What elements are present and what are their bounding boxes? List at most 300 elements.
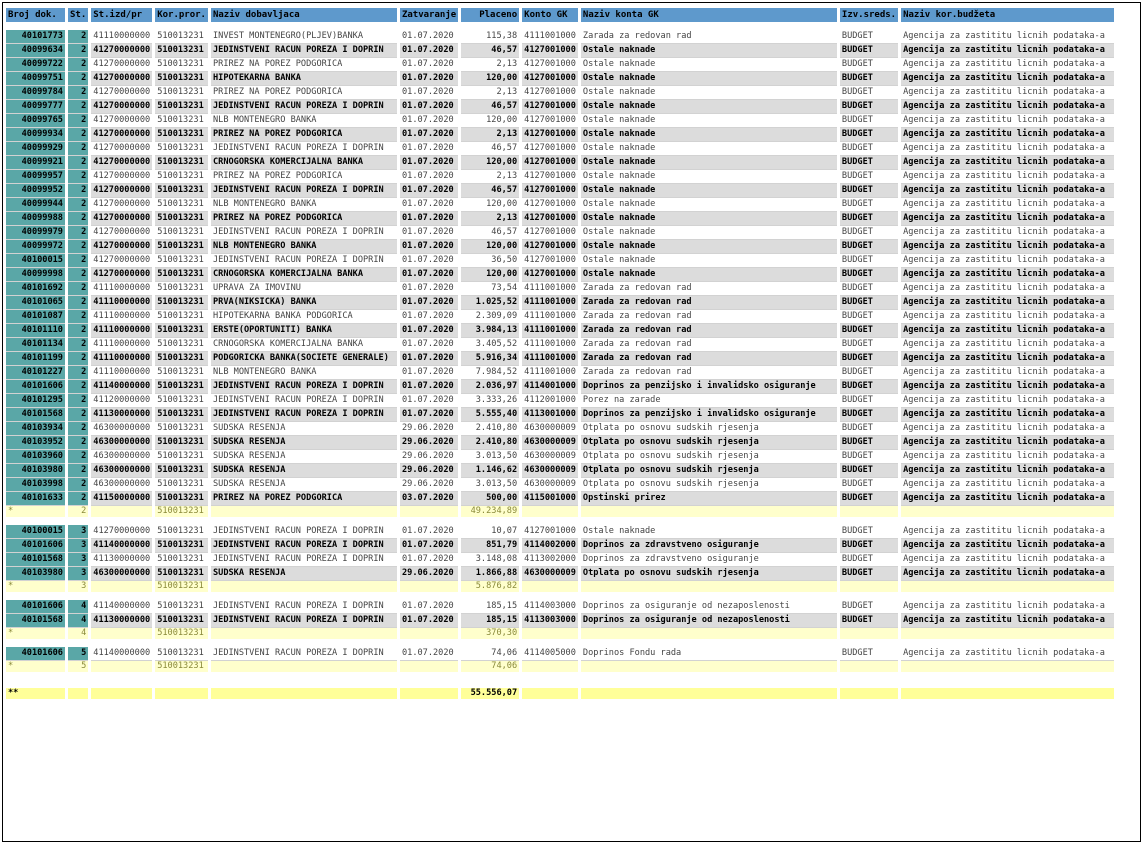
st-cell: 2 [68, 86, 88, 100]
subtotal-empty [211, 581, 397, 592]
spacer-row [6, 517, 1114, 525]
table-row[interactable] [6, 492, 1114, 506]
doc-cell: 40099998 [6, 268, 65, 282]
amount-cell: 2.410,80 [461, 422, 519, 436]
izd-cell: 41140000000 [91, 600, 152, 614]
st-cell: 4 [68, 614, 88, 628]
spacer-cell [68, 672, 88, 680]
table-body [6, 22, 1114, 699]
table-row[interactable] [6, 114, 1114, 128]
konto-name-cell: Zarada za redovan rad [581, 338, 837, 352]
supplier-cell: JEDINSTVENI RACUN POREZA I DOPRIN [211, 408, 397, 422]
budget-name-cell: Agencija za zastititu licnih podataka-a [901, 614, 1114, 628]
table-row[interactable] [6, 86, 1114, 100]
spacer-cell [211, 680, 397, 688]
budget-name-cell: Agencija za zastititu licnih podataka-a [901, 450, 1114, 464]
supplier-cell: PRIREZ NA POREZ PODGORICA [211, 170, 397, 184]
table-row[interactable] [6, 338, 1114, 352]
table-row[interactable] [6, 567, 1114, 581]
st-cell: 2 [68, 44, 88, 58]
doc-cell: 40099944 [6, 198, 65, 212]
table-row[interactable] [6, 268, 1114, 282]
table-row[interactable] [6, 142, 1114, 156]
supplier-cell: JEDINSTVENI RACUN POREZA I DOPRIN [211, 184, 397, 198]
budget-name-cell: Agencija za zastititu licnih podataka-a [901, 422, 1114, 436]
doc-cell: 40099765 [6, 114, 65, 128]
izd-cell: 41270000000 [91, 170, 152, 184]
st-cell: 2 [68, 366, 88, 380]
subtotal-amount: 74,06 [461, 661, 519, 672]
amount-cell: 3.013,50 [461, 450, 519, 464]
date-cell: 01.07.2020 [400, 310, 458, 324]
spacer-cell [68, 592, 88, 600]
kor-cell: 510013231 [155, 184, 208, 198]
spacer-cell [68, 22, 88, 30]
budget-name-cell: Agencija za zastititu licnih podataka-a [901, 156, 1114, 170]
budget-name-cell: Agencija za zastititu licnih podataka-a [901, 86, 1114, 100]
amount-cell: 5.555,40 [461, 408, 519, 422]
konto-name-cell: Ostale naknade [581, 100, 837, 114]
kor-cell: 510013231 [155, 310, 208, 324]
st-cell: 2 [68, 324, 88, 338]
subtotal-empty [91, 506, 152, 517]
spacer-cell [901, 672, 1114, 680]
konto-cell: 4127001000 [522, 525, 578, 539]
source-cell: BUDGET [840, 296, 898, 310]
table-row[interactable] [6, 44, 1114, 58]
col-header-konto-gk: Konto GK [522, 8, 578, 22]
supplier-cell: PODGORICKA BANKA(SOCIETE GENERALE) [211, 352, 397, 366]
st-cell: 2 [68, 436, 88, 450]
budget-name-cell: Agencija za zastititu licnih podataka-a [901, 647, 1114, 661]
konto-name-cell: Ostale naknade [581, 128, 837, 142]
table-row[interactable] [6, 310, 1114, 324]
source-cell: BUDGET [840, 478, 898, 492]
source-cell: BUDGET [840, 310, 898, 324]
subtotal-empty [581, 506, 837, 517]
source-cell: BUDGET [840, 539, 898, 553]
spacer-cell [155, 517, 208, 525]
doc-cell: 40103998 [6, 478, 65, 492]
payments-table [3, 8, 1117, 699]
amount-cell: 74,06 [461, 647, 519, 661]
izd-cell: 46300000000 [91, 464, 152, 478]
supplier-cell: JEDINSTVENI RACUN POREZA I DOPRIN [211, 647, 397, 661]
spacer-cell [155, 672, 208, 680]
izd-cell: 41110000000 [91, 366, 152, 380]
spacer-cell [461, 517, 519, 525]
amount-cell: 46,57 [461, 100, 519, 114]
table-row[interactable] [6, 72, 1114, 86]
konto-name-cell: Zarada za redovan rad [581, 352, 837, 366]
st-cell: 2 [68, 394, 88, 408]
table-row[interactable] [6, 366, 1114, 380]
date-cell: 01.07.2020 [400, 282, 458, 296]
st-cell: 3 [68, 553, 88, 567]
subtotal-amount: 49.234,89 [461, 506, 519, 517]
kor-cell: 510013231 [155, 324, 208, 338]
table-row[interactable] [6, 380, 1114, 394]
supplier-cell: JEDINSTVENI RACUN POREZA I DOPRIN [211, 614, 397, 628]
table-row[interactable] [6, 647, 1114, 661]
subtotal-st: 2 [68, 506, 88, 517]
kor-cell: 510013231 [155, 614, 208, 628]
st-cell: 2 [68, 282, 88, 296]
doc-cell: 40099751 [6, 72, 65, 86]
st-cell: 2 [68, 58, 88, 72]
amount-cell: 120,00 [461, 268, 519, 282]
doc-cell: 40100015 [6, 254, 65, 268]
table-row[interactable] [6, 394, 1114, 408]
kor-cell: 510013231 [155, 128, 208, 142]
doc-cell: 40099722 [6, 58, 65, 72]
konto-name-cell: Doprinos za penzijsko i invalidsko osiguranje [581, 408, 837, 422]
subtotal-empty [901, 661, 1114, 672]
budget-name-cell: Agencija za zastititu licnih podataka-a [901, 464, 1114, 478]
konto-name-cell: Opstinski prirez [581, 492, 837, 506]
konto-cell: 4113003000 [522, 614, 578, 628]
spacer-cell [211, 22, 397, 30]
table-row[interactable] [6, 58, 1114, 72]
izd-cell: 41130000000 [91, 408, 152, 422]
izd-cell: 46300000000 [91, 450, 152, 464]
izd-cell: 41110000000 [91, 352, 152, 366]
table-row[interactable] [6, 422, 1114, 436]
table-row[interactable] [6, 156, 1114, 170]
konto-name-cell: Doprinos Fondu rada [581, 647, 837, 661]
table-row[interactable] [6, 296, 1114, 310]
st-cell: 2 [68, 352, 88, 366]
col-header-naziv-konta-gk: Naziv konta GK [581, 8, 837, 22]
izd-cell: 41110000000 [91, 296, 152, 310]
subtotal-empty [840, 506, 898, 517]
source-cell: BUDGET [840, 408, 898, 422]
budget-name-cell: Agencija za zastititu licnih podataka-a [901, 58, 1114, 72]
amount-cell: 2,13 [461, 86, 519, 100]
st-cell: 2 [68, 296, 88, 310]
subtotal-st: 3 [68, 581, 88, 592]
col-header-kor-pror: Kor.pror. [157, 10, 206, 20]
table-row[interactable] [6, 450, 1114, 464]
table-row[interactable] [6, 600, 1114, 614]
izd-cell: 41270000000 [91, 254, 152, 268]
source-cell: BUDGET [840, 324, 898, 338]
konto-cell: 4112001000 [522, 394, 578, 408]
source-cell: BUDGET [840, 614, 898, 628]
date-cell: 01.07.2020 [400, 352, 458, 366]
col-header-st-izd-pr: St.izd/pr [91, 8, 152, 22]
konto-cell: 4111001000 [522, 30, 578, 44]
konto-cell: 4127001000 [522, 128, 578, 142]
spacer-cell [461, 639, 519, 647]
konto-cell: 4630000009 [522, 436, 578, 450]
spacer-cell [840, 517, 898, 525]
source-cell: BUDGET [840, 184, 898, 198]
konto-cell: 4127001000 [522, 226, 578, 240]
spacer-row [6, 672, 1114, 680]
date-cell: 01.07.2020 [400, 128, 458, 142]
table-row[interactable] [6, 170, 1114, 184]
table-row[interactable] [6, 184, 1114, 198]
doc-cell: 40101606 [6, 600, 65, 614]
spacer-cell [901, 592, 1114, 600]
spacer-cell [522, 672, 578, 680]
subtotal-empty [840, 628, 898, 639]
amount-cell: 2,13 [461, 58, 519, 72]
date-cell: 01.07.2020 [400, 338, 458, 352]
supplier-cell: SUDSKA RESENJA [211, 567, 397, 581]
date-cell: 01.07.2020 [400, 614, 458, 628]
konto-name-cell: Zarada za redovan rad [581, 282, 837, 296]
kor-cell: 510013231 [155, 436, 208, 450]
subtotal-row [6, 581, 1114, 592]
date-cell: 01.07.2020 [400, 408, 458, 422]
budget-name-cell: Agencija za zastititu licnih podataka-a [901, 44, 1114, 58]
konto-cell: 4111001000 [522, 310, 578, 324]
table-row[interactable] [6, 614, 1114, 628]
spacer-cell [581, 639, 837, 647]
supplier-cell: JEDINSTVENI RACUN POREZA I DOPRIN [211, 142, 397, 156]
table-row[interactable] [6, 198, 1114, 212]
spacer-cell [581, 592, 837, 600]
doc-cell: 40101773 [6, 30, 65, 44]
grand-total-row [6, 688, 1114, 699]
izd-cell: 41270000000 [91, 100, 152, 114]
supplier-cell: SUDSKA RESENJA [211, 464, 397, 478]
konto-name-cell: Zarada za redovan rad [581, 310, 837, 324]
spacer-cell [155, 639, 208, 647]
amount-cell: 185,15 [461, 614, 519, 628]
konto-name-cell: Ostale naknade [581, 114, 837, 128]
table-row[interactable] [6, 30, 1114, 44]
st-cell: 3 [68, 525, 88, 539]
st-cell: 2 [68, 450, 88, 464]
source-cell: BUDGET [840, 114, 898, 128]
budget-name-cell: Agencija za zastititu licnih podataka-a [901, 296, 1114, 310]
table-row[interactable] [6, 100, 1114, 114]
budget-name-cell: Agencija za zastititu licnih podataka-a [901, 72, 1114, 86]
amount-cell: 73,54 [461, 282, 519, 296]
izd-cell: 41140000000 [91, 380, 152, 394]
spacer-cell [461, 672, 519, 680]
doc-cell: 40099777 [6, 100, 65, 114]
kor-cell: 510013231 [155, 226, 208, 240]
amount-cell: 46,57 [461, 184, 519, 198]
amount-cell: 185,15 [461, 600, 519, 614]
amount-cell: 2.309,09 [461, 310, 519, 324]
table-row[interactable] [6, 212, 1114, 226]
spacer-cell [91, 680, 152, 688]
table-row[interactable] [6, 324, 1114, 338]
konto-cell: 4111001000 [522, 324, 578, 338]
konto-cell: 4111001000 [522, 366, 578, 380]
kor-cell: 510013231 [155, 450, 208, 464]
amount-cell: 1.146,62 [461, 464, 519, 478]
supplier-cell: JEDINSTVENI RACUN POREZA I DOPRIN [211, 254, 397, 268]
date-cell: 01.07.2020 [400, 58, 458, 72]
table-row[interactable] [6, 539, 1114, 553]
table-row[interactable] [6, 226, 1114, 240]
konto-cell: 4127001000 [522, 100, 578, 114]
date-cell: 01.07.2020 [400, 86, 458, 100]
spacer-cell [840, 672, 898, 680]
spacer-cell [461, 592, 519, 600]
spacer-row [6, 680, 1114, 688]
header-row [6, 8, 1114, 22]
table-row[interactable] [6, 464, 1114, 478]
supplier-cell: JEDINSTVENI RACUN POREZA I DOPRIN [211, 539, 397, 553]
budget-name-cell: Agencija za zastititu licnih podataka-a [901, 324, 1114, 338]
table-row[interactable] [6, 240, 1114, 254]
konto-name-cell: Otplata po osnovu sudskih rjesenja [581, 422, 837, 436]
spacer-cell [155, 22, 208, 30]
subtotal-empty [400, 628, 458, 639]
kor-cell: 510013231 [155, 58, 208, 72]
subtotal-empty [581, 628, 837, 639]
subtotal-empty [400, 581, 458, 592]
date-cell: 01.07.2020 [400, 324, 458, 338]
spacer-cell [461, 22, 519, 30]
budget-name-cell: Agencija za zastititu licnih podataka-a [901, 268, 1114, 282]
table-row[interactable] [6, 553, 1114, 567]
supplier-cell: JEDINSTVENI RACUN POREZA I DOPRIN [211, 100, 397, 114]
subtotal-empty [400, 661, 458, 672]
konto-name-cell: Zarada za redovan rad [581, 296, 837, 310]
table-row[interactable] [6, 525, 1114, 539]
st-cell: 2 [68, 72, 88, 86]
subtotal-empty [522, 506, 578, 517]
spacer-cell [91, 592, 152, 600]
st-cell: 2 [68, 184, 88, 198]
subtotal-empty [581, 581, 837, 592]
table-row[interactable] [6, 282, 1114, 296]
budget-name-cell: Agencija za zastititu licnih podataka-a [901, 338, 1114, 352]
amount-cell: 5.916,34 [461, 352, 519, 366]
date-cell: 03.07.2020 [400, 492, 458, 506]
subtotal-empty [400, 506, 458, 517]
doc-cell: 40101606 [6, 539, 65, 553]
budget-name-cell: Agencija za zastititu licnih podataka-a [901, 492, 1114, 506]
supplier-cell: CRNOGORSKA KOMERCIJALNA BANKA [211, 338, 397, 352]
table-row[interactable] [6, 254, 1114, 268]
source-cell: BUDGET [840, 366, 898, 380]
izd-cell: 41110000000 [91, 338, 152, 352]
budget-name-cell: Agencija za zastititu licnih podataka-a [901, 352, 1114, 366]
source-cell: BUDGET [840, 170, 898, 184]
kor-cell: 510013231 [155, 100, 208, 114]
spacer-cell [840, 592, 898, 600]
spacer-cell [68, 639, 88, 647]
source-cell: BUDGET [840, 72, 898, 86]
source-cell: BUDGET [840, 380, 898, 394]
doc-cell: 40103952 [6, 436, 65, 450]
date-cell: 01.07.2020 [400, 72, 458, 86]
table-row[interactable] [6, 436, 1114, 450]
spacer-cell [211, 592, 397, 600]
subtotal-mark: * [6, 628, 65, 639]
kor-cell: 510013231 [155, 30, 208, 44]
table-row[interactable] [6, 128, 1114, 142]
budget-name-cell: Agencija za zastititu licnih podataka-a [901, 30, 1114, 44]
izd-cell: 46300000000 [91, 478, 152, 492]
subtotal-empty [211, 628, 397, 639]
spacer-cell [91, 639, 152, 647]
konto-cell: 4630000009 [522, 567, 578, 581]
konto-name-cell: Ostale naknade [581, 525, 837, 539]
st-cell: 2 [68, 338, 88, 352]
date-cell: 01.07.2020 [400, 184, 458, 198]
spacer-cell [211, 517, 397, 525]
date-cell: 29.06.2020 [400, 436, 458, 450]
budget-name-cell: Agencija za zastititu licnih podataka-a [901, 170, 1114, 184]
date-cell: 29.06.2020 [400, 422, 458, 436]
subtotal-mark: * [6, 581, 65, 592]
source-cell: BUDGET [840, 422, 898, 436]
doc-cell: 40101606 [6, 380, 65, 394]
spacer-cell [91, 22, 152, 30]
spacer-cell [522, 680, 578, 688]
grand-total-mark: ** [6, 688, 65, 699]
budget-name-cell: Agencija za zastititu licnih podataka-a [901, 478, 1114, 492]
subtotal-kor: 510013231 [155, 506, 208, 517]
st-cell: 2 [68, 268, 88, 282]
table-row[interactable] [6, 478, 1114, 492]
source-cell: BUDGET [840, 30, 898, 44]
subtotal-mark: * [6, 661, 65, 672]
spacer-cell [522, 517, 578, 525]
subtotal-empty [91, 581, 152, 592]
doc-cell: 40101606 [6, 647, 65, 661]
spacer-cell [155, 680, 208, 688]
doc-cell: 40101087 [6, 310, 65, 324]
kor-cell: 510013231 [155, 338, 208, 352]
izd-cell: 41270000000 [91, 212, 152, 226]
st-cell: 2 [68, 226, 88, 240]
spacer-cell [6, 22, 65, 30]
spacer-cell [581, 517, 837, 525]
budget-name-cell: Agencija za zastititu licnih podataka-a [901, 100, 1114, 114]
izd-cell: 41270000000 [91, 142, 152, 156]
date-cell: 01.07.2020 [400, 600, 458, 614]
amount-cell: 120,00 [461, 114, 519, 128]
spacer-cell [840, 639, 898, 647]
st-cell: 2 [68, 478, 88, 492]
doc-cell: 40101295 [6, 394, 65, 408]
subtotal-kor: 510013231 [155, 628, 208, 639]
kor-cell: 510013231 [155, 142, 208, 156]
amount-cell: 500,00 [461, 492, 519, 506]
spacer-cell [840, 22, 898, 30]
izd-cell: 41270000000 [91, 198, 152, 212]
budget-name-cell: Agencija za zastititu licnih podataka-a [901, 366, 1114, 380]
amount-cell: 3.013,50 [461, 478, 519, 492]
konto-cell: 4127001000 [522, 184, 578, 198]
supplier-cell: NLB MONTENEGRO BANKA [211, 198, 397, 212]
table-row[interactable] [6, 352, 1114, 366]
subtotal-amount: 370,30 [461, 628, 519, 639]
supplier-cell: SUDSKA RESENJA [211, 436, 397, 450]
izd-cell: 41270000000 [91, 156, 152, 170]
supplier-cell: PRIREZ NA POREZ PODGORICA [211, 492, 397, 506]
subtotal-empty [840, 581, 898, 592]
doc-cell: 40100015 [6, 525, 65, 539]
table-row[interactable] [6, 408, 1114, 422]
konto-name-cell: Otplata po osnovu sudskih rjesenja [581, 567, 837, 581]
date-cell: 01.07.2020 [400, 170, 458, 184]
kor-cell: 510013231 [155, 268, 208, 282]
izd-cell: 46300000000 [91, 422, 152, 436]
supplier-cell: PRIREZ NA POREZ PODGORICA [211, 58, 397, 72]
